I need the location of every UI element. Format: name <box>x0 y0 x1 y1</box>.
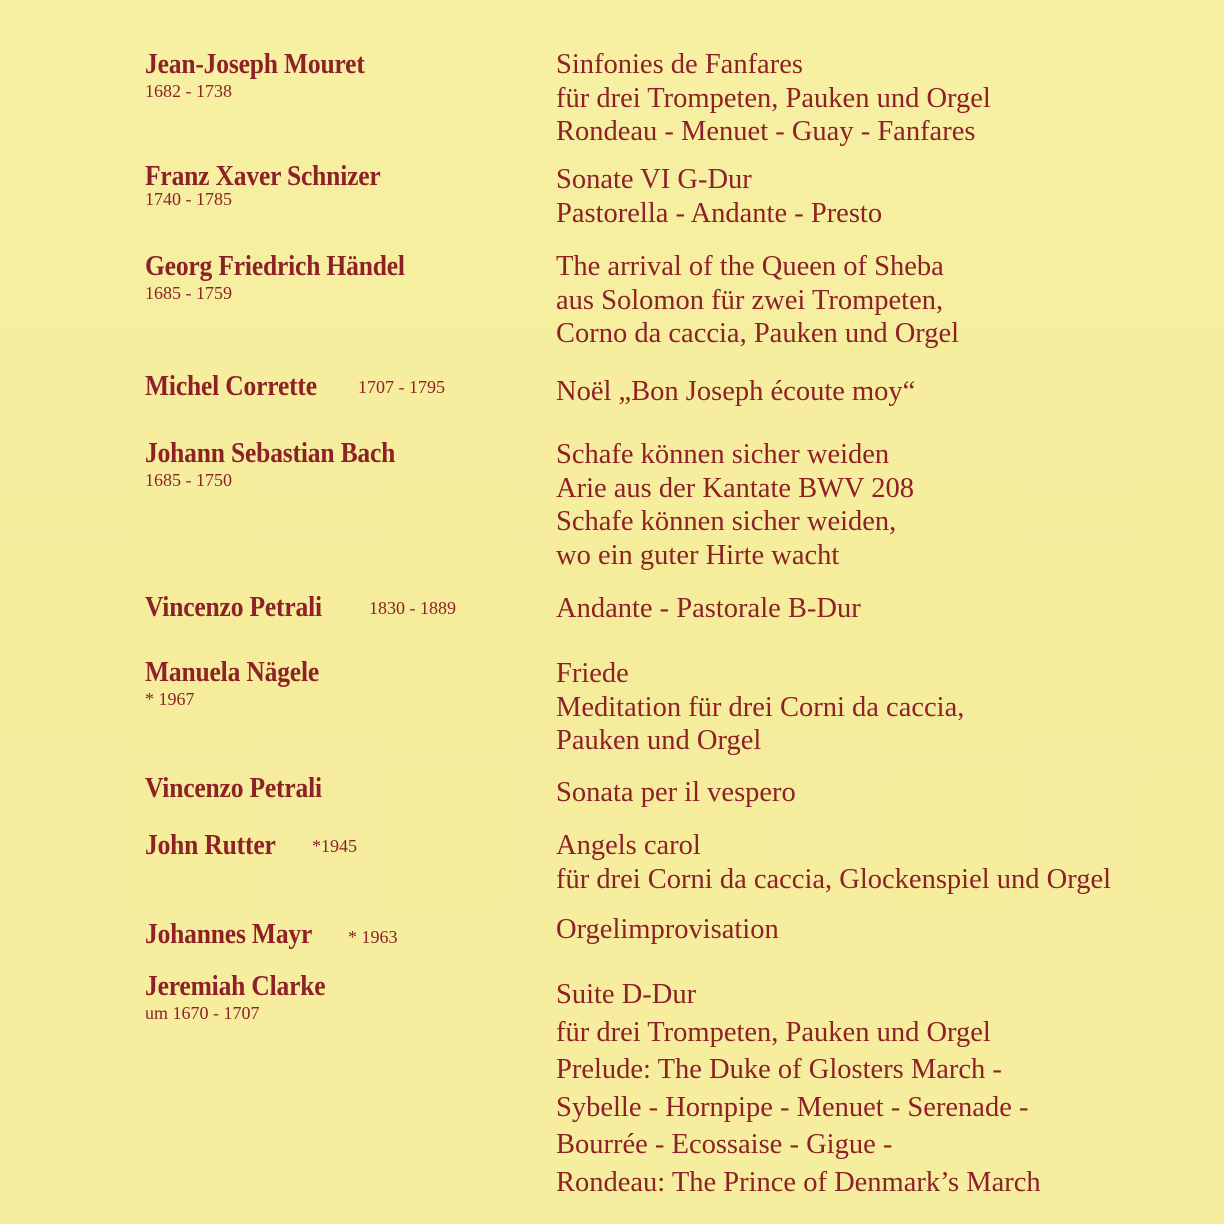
work-line: Pastorella - Andante - Presto <box>556 197 883 229</box>
work-line: Bourrée - Ecossaise - Gigue - <box>556 1129 893 1160</box>
composer-dates: 1685 - 1759 <box>145 283 232 303</box>
work-line: Noël „Bon Joseph écoute moy“ <box>556 376 916 407</box>
composer-name: Vincenzo Petrali <box>145 591 322 623</box>
work-line: Sinfonies de Fanfares <box>556 49 803 80</box>
work-block <box>556 976 1216 1201</box>
work-line: wo ein guter Hirte wacht <box>556 539 840 571</box>
work-block <box>556 48 1216 149</box>
work-line: Friede <box>556 658 629 689</box>
work-line: Meditation für drei Corni da caccia, <box>556 691 965 723</box>
work-line: Rondeau - Menuet - Guay - Fanfares <box>556 116 976 147</box>
composer-dates: 1685 - 1750 <box>145 470 232 490</box>
composer-block <box>145 250 535 304</box>
composer-block <box>145 970 535 1024</box>
composer-block <box>145 160 535 210</box>
composer-block <box>145 591 535 623</box>
composer-name: Michel Corrette <box>145 370 317 402</box>
composer-name: Vincenzo Petrali <box>145 772 322 804</box>
composer-dates: * 1963 <box>348 927 398 947</box>
work-line: Andante - Pastorale B-Dur <box>556 593 861 624</box>
composer-dates: * 1967 <box>145 689 195 709</box>
composer-block <box>145 772 535 804</box>
work-block <box>556 776 1216 810</box>
composer-block <box>145 437 535 491</box>
composer-name: Manuela Nägele <box>145 656 320 688</box>
work-line: für drei Trompeten, Pauken und Orgel <box>556 82 991 114</box>
work-line: aus Solomon für zwei Trompeten, <box>556 284 944 316</box>
work-block <box>556 657 1216 758</box>
work-line: Schafe können sicher weiden <box>556 439 890 470</box>
work-line: Corno da caccia, Pauken und Orgel <box>556 318 960 349</box>
composer-block <box>145 48 535 102</box>
composer-dates: *1945 <box>312 836 357 856</box>
composer-dates: 1830 - 1889 <box>369 598 456 618</box>
composer-block <box>145 370 535 402</box>
work-block <box>556 375 1216 409</box>
composer-dates: 1682 - 1738 <box>145 81 232 101</box>
composer-name: John Rutter <box>145 829 276 861</box>
work-line: Schafe können sicher weiden, <box>556 506 897 537</box>
work-line: Arie aus der Kantate BWV 208 <box>556 472 914 504</box>
composer-dates: um 1670 - 1707 <box>145 1003 260 1023</box>
work-block <box>556 829 1216 896</box>
composer-name: Georg Friedrich Händel <box>145 250 405 282</box>
composer-name: Jeremiah Clarke <box>145 970 326 1002</box>
composer-name: Franz Xaver Schnizer <box>145 160 381 192</box>
composer-name: Johann Sebastian Bach <box>145 437 396 469</box>
work-line: Sonata per il vespero <box>556 777 796 808</box>
composer-block <box>145 656 535 710</box>
work-block <box>556 163 1216 230</box>
work-line: The arrival of the Queen of Sheba <box>556 251 944 282</box>
work-line: Sybelle - Hornpipe - Menuet - Serenade - <box>556 1091 1029 1123</box>
work-block <box>556 250 1216 351</box>
work-line: Prelude: The Duke of Glosters March - <box>556 1054 1002 1085</box>
composer-name: Jean-Joseph Mouret <box>145 48 365 80</box>
composer-dates: 1740 - 1785 <box>145 189 232 209</box>
work-line: Pauken und Orgel <box>556 725 762 756</box>
work-line: für drei Corni da caccia, Glockenspiel und Orgel <box>556 863 1112 895</box>
composer-block <box>145 829 535 861</box>
work-line: für drei Trompeten, Pauken und Orgel <box>556 1016 991 1048</box>
composer-dates: 1707 - 1795 <box>358 377 445 397</box>
work-block <box>556 592 1216 626</box>
work-block <box>556 438 1216 572</box>
work-block <box>556 913 1216 947</box>
work-line: Orgelimprovisation <box>556 914 779 945</box>
work-line: Angels carol <box>556 830 701 861</box>
work-line: Suite D-Dur <box>556 979 697 1010</box>
composer-name: Johannes Mayr <box>145 918 313 950</box>
composer-block <box>145 918 535 950</box>
work-line: Sonate VI G-Dur <box>556 164 752 195</box>
work-line: Rondeau: The Prince of Denmark’s March <box>556 1166 1041 1198</box>
